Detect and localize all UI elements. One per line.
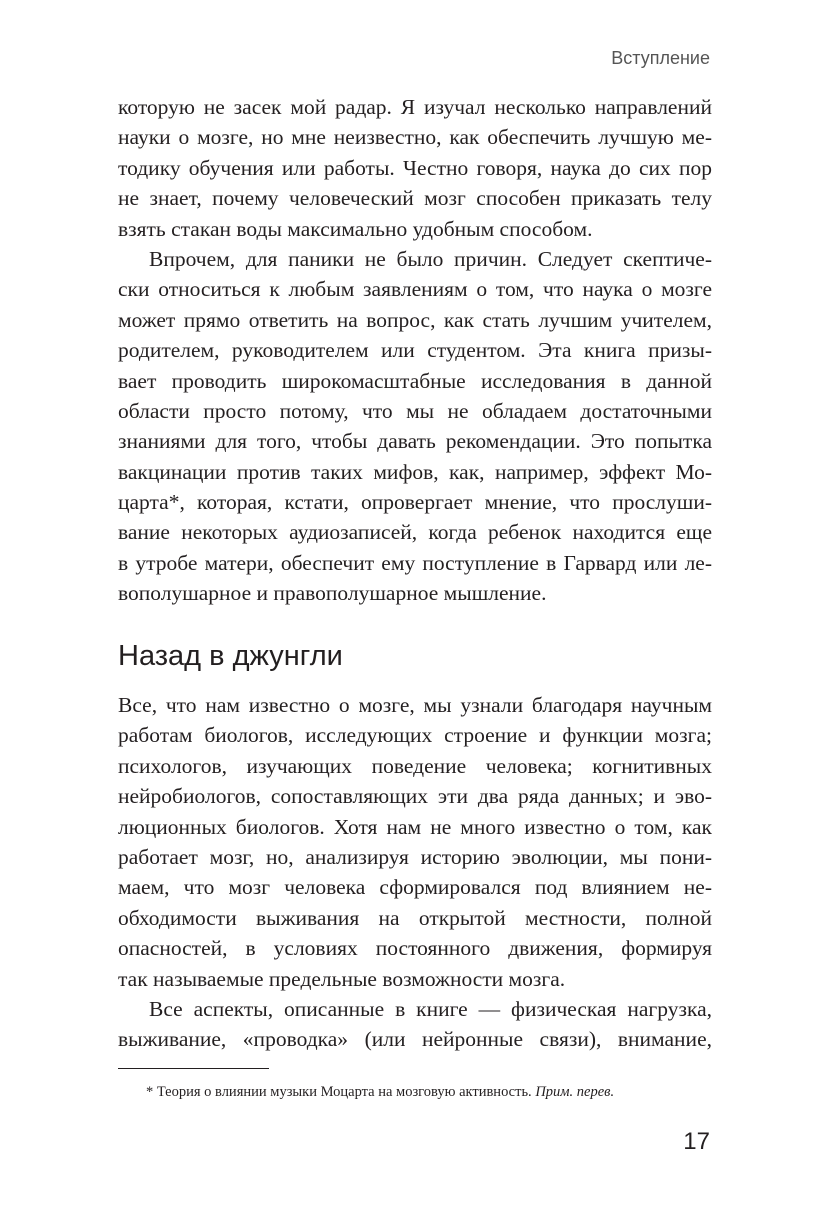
footnote-rule (118, 1068, 269, 1069)
text-line: вает проводить широкомасштабные исследования в данной (118, 368, 712, 393)
text-line: Все, что нам известно о мозге, мы узнали благодаря научным (118, 693, 712, 717)
text-line: тодику обучения или работы. Честно говоря, наука до сих пор (118, 155, 712, 180)
body-text-section-2 (118, 690, 712, 1055)
text-line: работам биологов, исследующих строение и функции мозга; (118, 723, 712, 748)
body-text-section-1 (118, 92, 712, 609)
text-line: люционных биологов. Хотя нам не много известно о том, как (118, 814, 712, 839)
text-line: науки о мозге, но мне неизвестно, как обеспечить лучшую ме- (118, 125, 712, 150)
text-line: психологов, изучающих поведение человека; когнитивных (118, 753, 712, 778)
paragraph (118, 690, 712, 994)
text-line: взять стакан воды максимально удобным способом. (118, 216, 593, 241)
text-line: вакцинации против таких мифов, как, например, эффект Мо- (118, 459, 712, 484)
paragraph (118, 244, 712, 609)
footnote-text: Теория о влиянии музыки Моцарта на мозговую активность. (156, 1084, 532, 1100)
text-line: не знает, почему человеческий мозг способен приказать телу (118, 186, 712, 211)
text-line: Все аспекты, описанные в книге — физическая нагрузка, (149, 996, 712, 1021)
text-line: родителем, руководителем или студентом. Эта книга призы- (118, 338, 712, 363)
text-line: маем, что мозг человека сформировался под влиянием не- (118, 875, 712, 900)
paragraph (118, 92, 712, 244)
footnote-marker: * (146, 1084, 154, 1100)
text-line: вополушарное и правополушарное мышление. (118, 581, 547, 606)
text-line: которую не засек мой радар. Я изучал несколько направлений (118, 95, 712, 119)
text-line: обходимости выживания на открытой местности, полной (118, 905, 712, 930)
text-line: в утробе матери, обеспечит ему поступление в Гарвард или ле- (118, 550, 712, 575)
section-heading: Назад в джунгли (118, 640, 343, 672)
text-line: царта*, которая, кстати, опровергает мнение, что прослуши- (118, 490, 712, 515)
text-line: нейробиологов, сопоставляющих эти два ряда данных; и эво- (118, 784, 712, 809)
text-line: может прямо ответить на вопрос, как стать лучшим учителем, (118, 307, 712, 332)
text-line: выживание, «проводка» (или нейронные связи), внимание, (118, 1027, 712, 1052)
text-line: опасностей, в условиях постоянного движения, формируя (118, 936, 712, 961)
page-number: 17 (683, 1128, 710, 1155)
footnote-translator-note: Прим. перев. (535, 1084, 615, 1100)
text-line: области просто потому, что мы не обладаем достаточными (118, 398, 712, 423)
text-line: работает мозг, но, анализируя историю эволюции, мы пони- (118, 844, 712, 869)
footnote (146, 1084, 614, 1101)
text-line: ски относиться к любым заявлениям о том, что наука о мозге (118, 277, 712, 302)
paragraph (118, 994, 712, 1055)
text-line: вание некоторых аудиозаписей, когда ребенок находится еще (118, 520, 712, 545)
text-line: так называемые предельные возможности мозга. (118, 966, 566, 991)
text-line: знаниями для того, чтобы давать рекомендации. Это попытка (118, 429, 712, 454)
running-head: Вступление (611, 48, 710, 68)
text-line: Впрочем, для паники не было причин. Следует скептиче- (149, 246, 712, 271)
